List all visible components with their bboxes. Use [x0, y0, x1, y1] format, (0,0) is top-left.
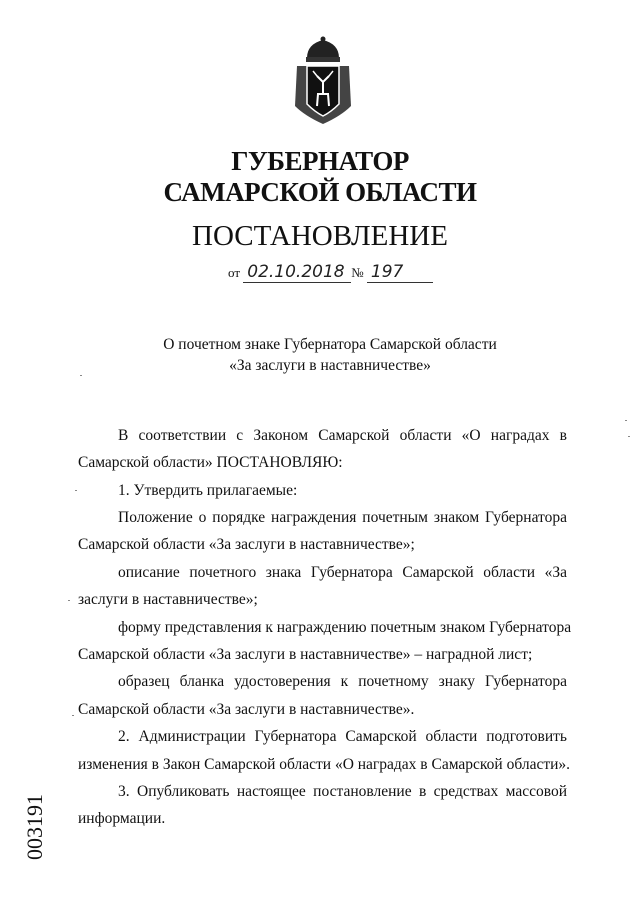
subject-line2: «За заслуги в наставничестве»: [229, 357, 431, 374]
body-line: Самарской области «За заслуги в наставничестве» – наградной лист;: [78, 646, 533, 663]
scan-speck: [628, 436, 630, 437]
scan-speck: [72, 715, 74, 716]
scan-speck: [68, 600, 70, 601]
body-line: заслуги в наставничестве»;: [78, 591, 258, 608]
scan-speck: [80, 375, 82, 376]
body-line: 2. Администрации Губернатора Самарской области подготовить: [118, 728, 567, 745]
body-line: форму представления к награждению почетным знаком Губернатора: [118, 619, 572, 636]
issuer-title-line1: ГУБЕРНАТОР: [231, 146, 409, 176]
scan-speck: [625, 420, 627, 421]
body-line: информации.: [78, 810, 166, 827]
number-handwritten: 197: [367, 262, 433, 283]
coat-of-arms: [293, 36, 353, 128]
body-line: описание почетного знака Губернатора Самарской области «За: [118, 564, 567, 581]
document-type: ПОСТАНОВЛЕНИЕ: [192, 220, 448, 252]
body-line: Положение о порядке награждения почетным знаком Губернатора: [118, 509, 567, 526]
body-line: образец бланка удостоверения к почетному знаку Губернатора: [118, 673, 567, 690]
body-line: 3. Опубликовать настоящее постановление в средствах массовой: [118, 783, 567, 800]
subject-line1: О почетном знаке Губернатора Самарской области: [163, 336, 497, 353]
body-line: Самарской области» ПОСТАНОВЛЯЮ:: [78, 454, 343, 471]
body-line: изменения в Закон Самарской области «О наградах в Самарской области».: [78, 756, 571, 773]
body-line: Самарской области «За заслуги в наставничестве».: [78, 701, 415, 718]
coat-of-arms-icon: [293, 36, 353, 128]
body-line: В соответствии с Законом Самарской области «О наградах в: [118, 427, 567, 444]
number-prefix: №: [351, 265, 364, 280]
issuer-title-line2: САМАРСКОЙ ОБЛАСТИ: [163, 177, 477, 207]
body-line: 1. Утвердить прилагаемые:: [118, 482, 298, 499]
body-line: Самарской области «За заслуги в наставничестве»;: [78, 536, 415, 553]
date-number-line: [228, 262, 433, 283]
date-prefix: от: [228, 265, 241, 280]
scan-speck: [75, 490, 77, 491]
registration-stamp-number: 003191: [22, 794, 47, 860]
date-handwritten: 02.10.2018: [243, 262, 351, 283]
